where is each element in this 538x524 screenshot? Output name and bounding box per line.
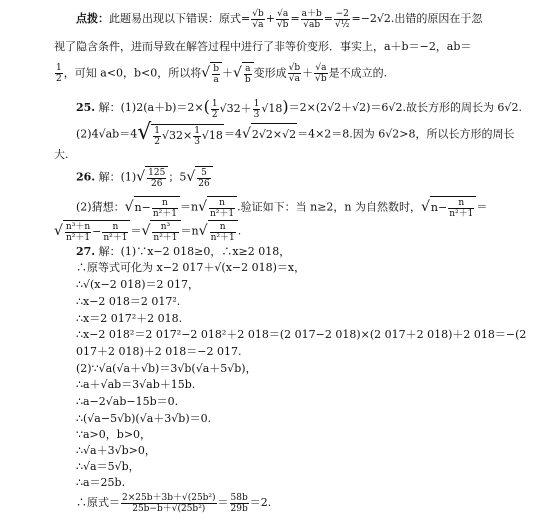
q27-line-11: ∵a>0，b>0， — [76, 428, 152, 441]
q27-line-0: 27. 解：(1)∵x−2 018≥0，∴x≥2 018， — [76, 245, 291, 258]
tip-line-3: $\frac{1}{2}$ ，可知 a<0，b<0，所以将√ $\frac{b}{a}$ ＋√ $\frac{a}{b}$ 变形成 $\frac{√b}{√a}$ ＋ $\frac{√a}{√b}$ 是不成立的. — [56, 63, 388, 85]
q27-line-7: (2)∵√a(√a＋√b)＝3√b(√a＋5√b)， — [76, 362, 257, 375]
tip-line-1: 点拨：此题易出现以下错误：原式= $\frac{√b}{√a}$ + $\frac{√a}{√b}$ = $\frac{a+b}{√ab}$ = $\frac{-2}{\text{√½}}$ =−2√2.出错的原因在于忽 — [76, 8, 483, 30]
q27-line-2: ∴√(x−2 018)＝2 017， — [76, 278, 199, 291]
q27-line-4: ∴x＝2 017²＋2 018. — [76, 312, 183, 325]
q27-final-frac-2: $\frac{58b}{29b}$ — [230, 492, 248, 514]
q26-line-3: √ $\frac{\text{n³＋n}}{\text{n²＋1}}$ − $\frac{n}{\text{n²＋1}}$ ＝√ $\frac{\text{n³}}{\text{n²＋1}}$ ＝n√ $\frac{n}{\text{n²＋1}}$ . — [54, 221, 242, 243]
tip-text-1: 此题易出现以下错误：原式= — [109, 12, 251, 25]
q27-line-9: ∴a−2√ab−15b＝0. — [76, 395, 179, 408]
tip-line-2: 视了隐含条件，进而导致在解答过程中进行了非等价变形．事实上，a＋b＝−2，ab＝ — [54, 40, 472, 53]
q27-line-3: ∴x−2 018＝2 017². — [76, 295, 181, 308]
tip-label: 点拨： — [76, 12, 109, 25]
q27-final-frac: $\frac{\text{2×25b＋3b＋√(25b²)}}{\text{25b−b＋√(25b²)}}$ — [122, 492, 216, 514]
q27-line-8: ∴a＋√ab＝3√ab＋15b. — [76, 378, 196, 391]
q25-line-2: (2)4√ab＝4√ $\frac{1}{2}$ √32× $\frac{1}{3}$ √18＝4√2√2×√2＝4×2＝8.因为 6√2>8，所以长方形的周长 — [76, 120, 515, 147]
q27-line-13: ∴√a＝5√b， — [76, 460, 140, 473]
q27-line-12: ∴√a＋3√b>0， — [76, 444, 156, 457]
tip-frac-2: $\frac{√a}{√b}$ — [276, 8, 289, 30]
q27-line-1: ∴原等式可化为 x−2 017＋√(x−2 018)＝x， — [76, 261, 306, 274]
tip-frac-1: $\frac{√b}{√a}$ — [252, 8, 264, 30]
q27-line-14: ∴a＝25b. — [76, 476, 126, 489]
q26-line-2: (2)猜想：√n− $\frac{n}{\text{n²＋1}}$ ＝n√ $\frac{n}{\text{n²＋1}}$ .验证如下：当 n≥2，n 为自然数时，√n− $\frac{n}{\text{n²＋1}}$ ＝ — [76, 197, 488, 219]
q27-line-10: ∴(√a−5√b)(√a＋3√b)＝0. — [76, 412, 212, 425]
tip-half: $\frac{1}{2}$ — [56, 63, 62, 84]
q26-line-1: 26. 解：(1)√ $\frac{125}{26}$ ；5√ $\frac{5}{26}$ — [76, 166, 213, 189]
q26-num: 26. — [76, 170, 96, 184]
q27-line-5: ∴x−2 018²＝2 017²−2 018²＋2 018＝(2 017−2 018)×(2 017＋2 018)＋2 018＝−(2 — [76, 328, 527, 341]
q27-final-line: ∴原式＝ $\frac{\text{2×25b＋3b＋√(25b²)}}{\text{25b−b＋√(25b²)}}$ ＝ $\frac{58b}{29b}$ ＝2. — [76, 492, 272, 514]
q25-num: 25. — [76, 101, 96, 114]
q27-num: 27. — [76, 245, 96, 258]
tip-text-1b: =−2√2.出错的原因在于忽 — [351, 12, 483, 25]
q27-line-6: 017＋2 018)＋2 018＝−2 017. — [76, 345, 242, 358]
q25-line-3: 大. — [54, 148, 69, 161]
tip-frac-4: $\frac{-2}{\text{√½}}$ — [335, 8, 350, 30]
q25-line-1: 25. 解：(1)2(a＋b)＝2×( $\frac{1}{2}$ √32＋ $\frac{1}{3}$ √18)＝2×(2√2＋√2)＝6√2.故长方形的周长为 6√2. — [76, 97, 522, 120]
tip-frac-3: $\frac{a+b}{√ab}$ — [301, 8, 322, 30]
